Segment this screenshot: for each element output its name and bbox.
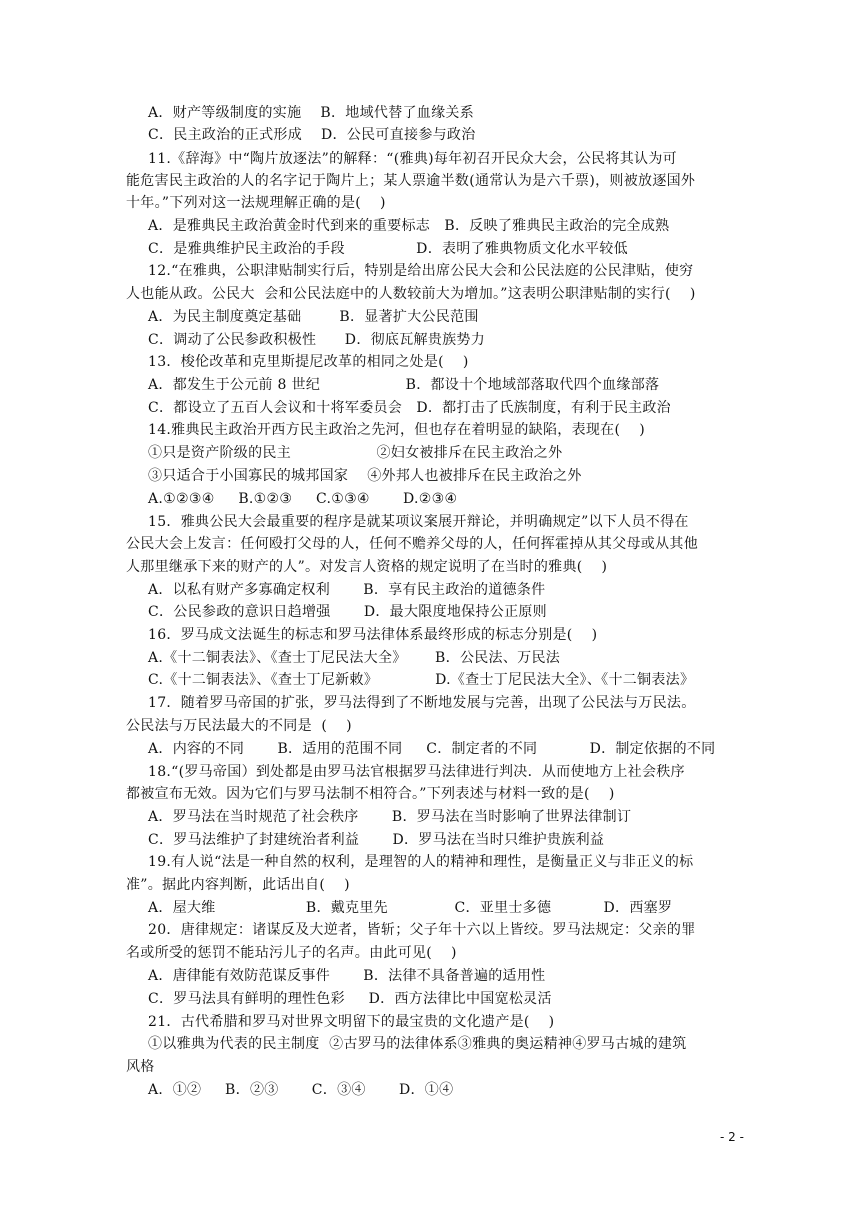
text-line: C．都设立了五百人会议和十将军委员会 D．都打击了氏族制度，有利于民主政治 [148, 400, 671, 416]
text-line: C．是雅典维护民主政治的手段 D．表明了雅典物质文化水平较低 [148, 241, 628, 257]
text-line: 18.“(罗马帝国）到处都是由罗马法官根据罗马法律进行判决．从而使地方上社会秩序 [148, 764, 685, 780]
text-line: 人也能从政。公民大 会和公民法庭中的人数较前大为增加。”这表明公职津贴制的实行( ) [126, 286, 696, 302]
text-line: A．①② B．②③ C．③④ D．①④ [148, 1082, 454, 1098]
text-line: A.①②③④ B.①②③ C.①③④ D.②③④ [148, 491, 458, 507]
text-line: 17．随着罗马帝国的扩张，罗马法得到了不断地发展与完善，出现了公民法与万民法。 [148, 695, 696, 711]
text-line: C．公民参政的意识日趋增强 D．最大限度地保持公正原则 [148, 604, 547, 620]
text-line: A．财产等级制度的实施 B．地域代替了血缘关系 [148, 105, 474, 121]
text-line: A．为民主制度奠定基础 B．显著扩大公民范围 [148, 309, 479, 325]
text-line: C．调动了公民参政积极性 D．彻底瓦解贵族势力 [148, 332, 486, 348]
text-line: 11.《辞海》中“陶片放逐法”的解释：“(雅典)每年初召开民众大会，公民将其认为可 [148, 151, 677, 167]
text-line: ①以雅典为代表的民主制度 ②古罗马的法律体系③雅典的奥运精神④罗马古城的建筑 [148, 1036, 687, 1052]
text-line: 15．雅典公民大会最重要的程序是就某项议案展开辩论，并明确规定”以下人员不得在 [148, 514, 689, 530]
text-line: 13．梭伦改革和克里斯提尼改革的相同之处是( ) [148, 354, 469, 370]
text-line: C.《十二铜表法》、《查士丁尼新敕》 D.《查士丁尼民法大全》、《十二铜表法》 [148, 672, 695, 688]
text-line: C．民主政治的正式形成 D．公民可直接参与政治 [148, 127, 476, 143]
page-number: - 2 - [720, 1130, 744, 1144]
text-line: 准”。据此内容判断，此话出自( ) [126, 877, 350, 893]
text-line: 名或所受的惩罚不能玷污儿子的名声。由此可见( ) [126, 945, 457, 961]
text-line: 能危害民主政治的人的名字记于陶片上；某人票逾半数(通常认为是六千票)，则被放逐国外 [126, 173, 696, 189]
text-line: A．罗马法在当时规范了社会秩序 B．罗马法在当时影响了世界法律制订 [148, 809, 632, 825]
text-line: 20．唐律规定：诸谋反及大逆者，皆斩；父子年十六以上皆绞。罗马法规定：父亲的罪 [148, 922, 696, 938]
text-line: 21．古代希腊和罗马对世界文明留下的最宝贵的文化遗产是( ) [148, 1014, 555, 1030]
text-line: 都被宣布无效。因为它们与罗马法制不相符合。”下列表述与材料一致的是( ) [126, 786, 615, 802]
text-line: 公民法与万民法最大的不同是 ( ) [126, 718, 352, 734]
text-line: A．以私有财产多寡确定权利 B．享有民主政治的道德条件 [148, 582, 546, 598]
text-line: 14.雅典民主政治开西方民主政治之先河，但也存在着明显的缺陷，表现在( ) [148, 422, 645, 438]
text-line: 公民大会上发言：任何殴打父母的人，任何不赡养父母的人，任何挥霍掉从其父母或从其他 [126, 536, 698, 552]
text-line: 风格 [126, 1059, 155, 1075]
text-line: C．罗马法具有鲜明的理性色彩 D．西方法律比中国宽松灵活 [148, 991, 552, 1007]
text-line: A．唐律能有效防范谋反事件 B．法律不具备普遍的适用性 [148, 968, 546, 984]
text-line: C．罗马法维护了封建统治者利益 D．罗马法在当时只维护贵族利益 [148, 832, 605, 848]
text-line: A．屋大维 B．戴克里先 C．亚里士多德 D．西塞罗 [148, 900, 673, 916]
text-line: 16．罗马成文法诞生的标志和罗马法律体系最终形成的标志分别是( ) [148, 627, 598, 643]
text-line: 十年。”下列对这一法规理解正确的是( ) [126, 195, 386, 211]
text-line: A．内容的不同 B．适用的范围不同 C．制定者的不同 D．制定依据的不同 [148, 741, 716, 757]
text-line: 19.有人说“法是一种自然的权利，是理智的人的精神和理性，是衡量正义与非正义的标 [148, 854, 694, 870]
text-line: ③只适合于小国寡民的城邦国家 ④外邦人也被排斥在民主政治之外 [148, 468, 582, 484]
text-line: 12.“在雅典，公职津贴制实行后，特别是给出席公民大会和公民法庭的公民津贴，使穷 [148, 263, 694, 279]
text-line: A．都发生于公元前 8 世纪 B．都设十个地域部落取代四个血缘部落 [148, 377, 660, 393]
text-line: 人那里继承下来的财产的人”。对发言人资格的规定说明了在当时的雅典( ) [126, 559, 608, 575]
text-line: A.《十二铜表法》、《查士丁尼民法大全》 B．公民法、万民法 [148, 650, 561, 666]
text-line: ①只是资产阶级的民主 ②妇女被排斥在民主政治之外 [148, 445, 563, 461]
text-line: A．是雅典民主政治黄金时代到来的重要标志 B．反映了雅典民主政治的完全成熟 [148, 218, 670, 234]
